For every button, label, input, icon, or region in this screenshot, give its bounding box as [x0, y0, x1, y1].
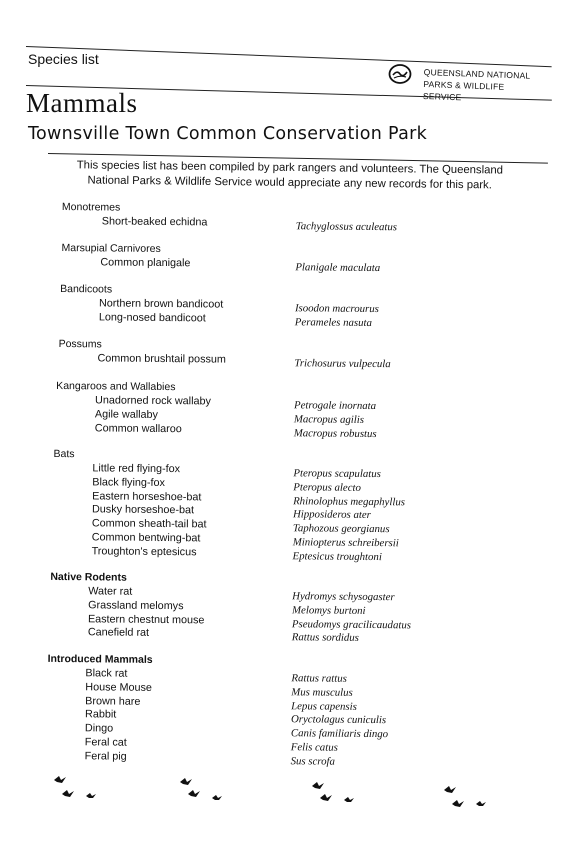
species-scientific-name: Perameles nasuta — [294, 316, 372, 329]
species-scientific-name: Macropus agilis — [293, 413, 365, 426]
species-scientific-name: Canis familiaris dingo — [290, 727, 389, 741]
species-common-name: Common sheath-tail bat — [91, 517, 207, 531]
species-scientific-name: Rhinolophus megaphyllus — [293, 494, 406, 508]
group-heading: Kangaroos and Wallabies — [56, 379, 176, 394]
species-common-name: Northern brown bandicoot — [98, 297, 224, 311]
page-title: Mammals — [26, 88, 138, 118]
species-scientific-name: Eptesicus troughtoni — [292, 550, 382, 563]
species-common-name: Brown hare — [85, 694, 141, 708]
bird-icon — [86, 793, 96, 798]
species-scientific-name: Hipposideros ater — [292, 508, 371, 522]
bird-icon — [62, 790, 74, 797]
species-scientific-name: Hydromys schysogaster — [292, 590, 395, 604]
species-common-name: Water rat — [88, 585, 133, 598]
bird-icon — [344, 797, 354, 802]
species-common-name: House Mouse — [85, 681, 153, 694]
species-common-name: Agile wallaby — [94, 408, 159, 421]
bird-icon — [444, 786, 456, 793]
species-scientific-name: Pteropus alecto — [293, 481, 361, 494]
species-scientific-name: Isoodon macrourus — [294, 302, 379, 316]
group-heading: Bats — [53, 447, 75, 461]
bird-icon — [452, 800, 464, 807]
bird-icon — [54, 776, 66, 783]
species-scientific-name: Melomys burtoni — [292, 604, 366, 617]
species-scientific-name: Rattus sordidus — [291, 631, 359, 645]
species-scientific-name: Taphozous georgianus — [292, 522, 390, 536]
org-name-line2: PARKS & WILDLIFE SERVICE — [422, 78, 505, 103]
species-common-name: Canefield rat — [87, 626, 150, 640]
species-scientific-name: Rattus rattus — [291, 672, 347, 685]
species-common-name: Grassland melomys — [88, 599, 184, 613]
species-scientific-name: Mus musculus — [291, 686, 353, 699]
group-heading: Introduced Mammals — [47, 652, 153, 666]
species-common-name: Common bentwing-bat — [91, 531, 201, 545]
species-common-name: Unadorned rock wallaby — [95, 394, 211, 408]
bird-icon — [188, 790, 200, 797]
footer-bird-decoration — [0, 770, 576, 820]
species-common-name: Rabbit — [85, 708, 117, 721]
species-common-name: Long-nosed bandicoot — [98, 311, 206, 325]
species-common-name: Troughton's eptesicus — [91, 545, 197, 559]
group-heading: Possums — [58, 337, 102, 351]
species-scientific-name: Tachyglossus aculeatus — [295, 220, 398, 234]
species-common-name: Common wallaroo — [94, 421, 182, 435]
species-common-name: Black rat — [85, 667, 128, 680]
species-common-name: Feral pig — [84, 750, 127, 763]
species-scientific-name: Trichosurus vulpecula — [294, 357, 391, 371]
bird-icon — [312, 782, 324, 789]
species-common-name: Common planigale — [100, 256, 191, 270]
bird-icon — [320, 794, 332, 801]
intro-line: National Parks & Wildlife Service would appreciate any new records for this park. — [87, 174, 492, 192]
species-scientific-name: Felis catus — [290, 741, 338, 754]
org-name-line1: QUEENSLAND NATIONAL — [423, 66, 531, 81]
species-scientific-name: Sus scrofa — [290, 755, 335, 768]
species-scientific-name: Oryctolagus cuniculis — [290, 713, 387, 727]
species-common-name: Short-beaked echidna — [101, 215, 208, 229]
group-heading: Monotremes — [61, 201, 121, 214]
page-subtitle: Townsville Town Common Conservation Park — [28, 124, 428, 144]
species-scientific-name: Pseudomys gracilicaudatus — [291, 617, 412, 631]
species-common-name: Feral cat — [84, 736, 127, 749]
species-common-name: Eastern horseshoe-bat — [92, 489, 202, 503]
species-scientific-name: Planigale maculata — [295, 261, 381, 275]
bird-icon — [212, 795, 222, 800]
series-label: Species list — [28, 51, 99, 67]
species-scientific-name: Pteropus scapulatus — [293, 467, 381, 481]
species-common-name: Little red flying-fox — [92, 462, 181, 476]
bird-icon — [180, 778, 192, 785]
group-heading: Native Rodents — [50, 570, 127, 584]
species-common-name: Black flying-fox — [92, 476, 165, 489]
species-common-name: Dusky horseshoe-bat — [91, 503, 195, 517]
group-heading: Bandicoots — [60, 283, 113, 296]
species-scientific-name: Petrogale inornata — [293, 399, 377, 413]
species-common-name: Common brushtail possum — [97, 352, 226, 366]
species-common-name: Dingo — [84, 722, 114, 735]
species-scientific-name: Lepus capensis — [291, 699, 357, 713]
species-common-name: Eastern chestnut mouse — [87, 612, 205, 626]
intro-line: This species list has been compiled by park rangers and volunteers. The Queensland — [76, 159, 504, 177]
bird-icon — [476, 801, 486, 806]
species-scientific-name: Macropus robustus — [293, 426, 377, 440]
species-scientific-name: Miniopterus schreibersii — [292, 536, 399, 550]
group-heading: Marsupial Carnivores — [61, 242, 161, 255]
